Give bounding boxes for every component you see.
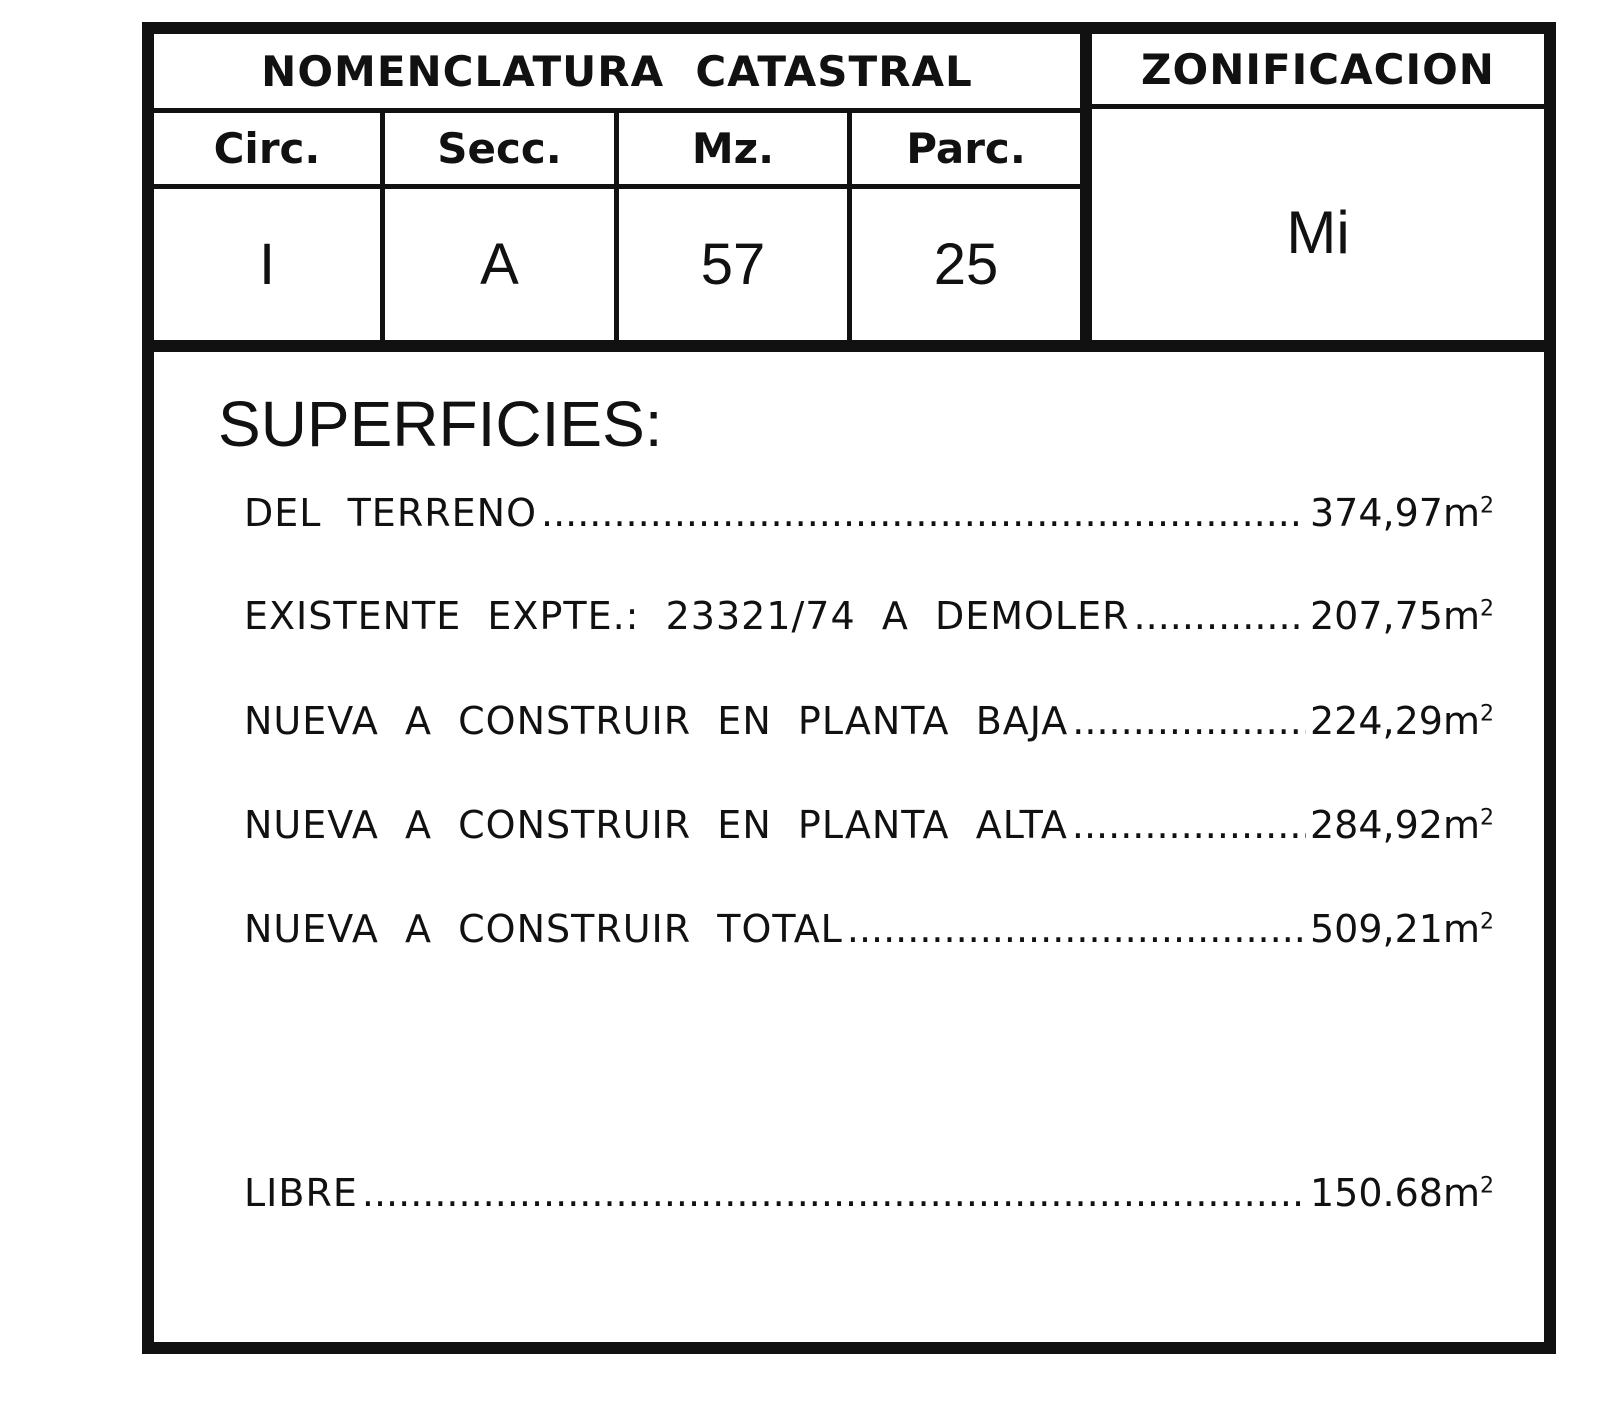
area-value: 284,92 — [1310, 803, 1443, 847]
area-row — [244, 699, 1494, 743]
area-value: 509,21 — [1310, 907, 1443, 951]
column-header-secc: Secc. — [437, 124, 562, 173]
area-label: LIBRE — [244, 1171, 358, 1215]
area-unit: $m^2$ — [1442, 699, 1494, 743]
area-label: NUEVA A CONSTRUIR EN PLANTA BAJA — [244, 699, 1069, 743]
dot-leader — [1072, 702, 1306, 740]
dot-leader — [1134, 597, 1306, 635]
area-unit: $m^2$ — [1442, 491, 1494, 535]
parc-value: 25 — [933, 232, 999, 297]
nomenclatura-title: NOMENCLATURA CATASTRAL — [261, 46, 973, 96]
divider — [1080, 34, 1092, 344]
area-unit: $m^2$ — [1442, 594, 1494, 638]
zonificacion-value: Mi — [1286, 199, 1350, 266]
cadastral-table — [142, 22, 1556, 1354]
secc-value: A — [480, 232, 519, 297]
area-unit: $m^2$ — [1442, 1171, 1494, 1215]
dot-leader — [847, 910, 1306, 948]
area-unit: $m^2$ — [1442, 907, 1494, 951]
header-table — [154, 34, 1544, 352]
dot-leader — [541, 494, 1306, 532]
area-value: 207,75 — [1310, 594, 1443, 638]
zonificacion-title: ZONIFICACION — [1141, 44, 1495, 94]
area-value: 374,97 — [1310, 491, 1443, 535]
area-label: NUEVA A CONSTRUIR EN PLANTA ALTA — [244, 803, 1068, 847]
area-label: EXISTENTE EXPTE.: 23321/74 A DEMOLER — [244, 594, 1130, 638]
area-value: 224,29 — [1310, 699, 1443, 743]
column-header-parc: Parc. — [906, 124, 1026, 173]
area-row — [244, 1171, 1494, 1215]
area-row — [244, 907, 1494, 951]
dot-leader — [362, 1174, 1306, 1212]
area-row — [244, 491, 1494, 535]
area-unit: $m^2$ — [1442, 803, 1494, 847]
area-value: 150.68 — [1310, 1171, 1443, 1215]
mz-value: 57 — [700, 232, 766, 297]
circ-value: I — [258, 232, 276, 297]
column-header-circ: Circ. — [213, 124, 321, 173]
dot-leader — [1072, 806, 1306, 844]
column-header-mz: Mz. — [691, 124, 775, 173]
area-label: DEL TERRENO — [244, 491, 537, 535]
superficies-title: SUPERFICIES: — [218, 388, 663, 460]
area-row — [244, 803, 1494, 847]
area-label: NUEVA A CONSTRUIR TOTAL — [244, 907, 843, 951]
area-row — [244, 594, 1494, 638]
